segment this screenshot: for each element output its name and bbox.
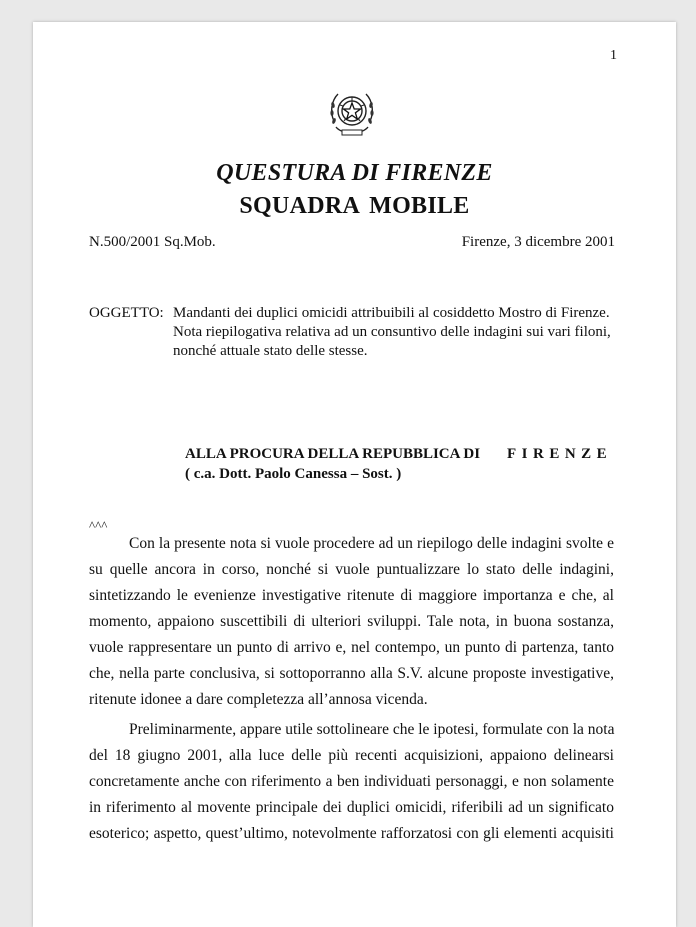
office-title: QUESTURA DI FIRENZE [216,160,493,186]
recipient-city: FIRENZE [507,446,613,462]
body-line: che, nella parte conclusiva, si sottoporranno alla S.V. alcune proposte investigative, [89,665,614,682]
body-line: esoterico; aspetto, quest’ultimo, notevolmente rafforzatosi con gli elementi acquisiti [89,825,614,842]
body-line: momento, appaiono suscettibili di ulteriori sviluppi. Tale nota, in buona sostanza, [89,613,614,630]
subject-line: Nota riepilogativa relativa ad un consuntivo delle indagini sui vari filoni, [173,324,611,340]
place-and-date: Firenze, 3 dicembre 2001 [461,234,615,250]
recipient-attention: ( c.a. Dott. Paolo Canessa – Sost. ) [185,466,402,482]
body-line: sintetizzando le evenienze investigative ritenute di maggiore importanza e che, al [89,587,614,604]
subject-line: nonché attuale stato delle stesse. [173,343,368,359]
page-number: 1 [610,48,617,63]
subject-label: OGGETTO: [89,305,164,321]
subject-line: Mandanti dei duplici omicidi attribuibili al cosiddetto Mostro di Firenze. [173,305,610,321]
unit-title: SQUADRA MOBILE [239,193,470,219]
body-line: in riferimento al movente principale dei duplici omicidi, riferibili ad un significato [89,799,614,816]
document-page [33,22,676,927]
recipient-office: ALLA PROCURA DELLA REPUBBLICA DI [185,446,481,462]
body-line: Con la presente nota si vuole procedere ad un riepilogo delle indagini svolte e [129,535,614,552]
body-line: ritenute idonee a dare completezza all’annosa vicenda. [89,691,428,708]
protocol-number: N.500/2001 Sq.Mob. [89,234,216,250]
body-line: vuole rappresentare un punto di arrivo e, nel contempo, un punto di partenza, tanto [89,639,614,656]
body-line: su quelle ancora in corso, nonché si vuole puntualizzare lo stato delle indagini, [89,561,614,578]
subject-text [173,304,625,361]
body-line: Preliminarmente, appare utile sottolineare che le ipotesi, formulate con la nota [129,721,615,738]
section-marker: ^^^ [89,518,108,533]
body-line: del 18 giugno 2001, alla luce delle più recenti acquisizioni, appaiono delinearsi [89,747,614,764]
italian-republic-emblem [324,85,380,141]
body-line: concretamente anche con riferimento a ben individuati personaggi, e non solamente [89,773,614,790]
